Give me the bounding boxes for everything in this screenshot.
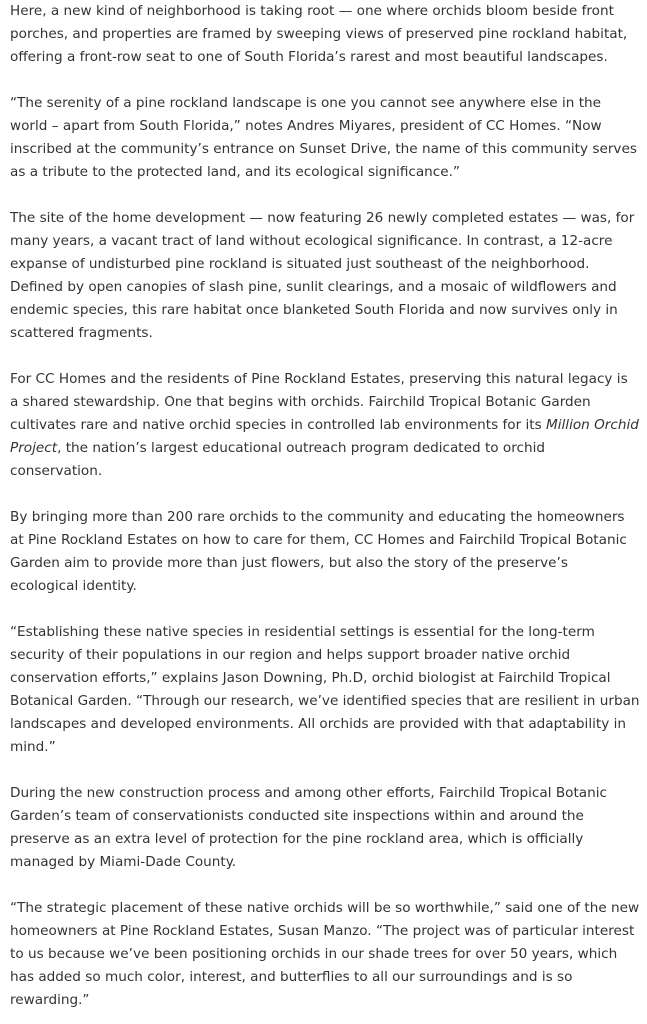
stewardship-text-end: , the nation’s largest educational outreach program dedicated to orchid conservation. — [10, 440, 546, 479]
paragraph-miyares-quote: “The serenity of a pine rockland landscape is one you cannot see anywhere else in the world – apart from South Florida,” notes Andres Miyares, president of CC Homes. “Now inscribed at the community’s entrance on Sunset Drive, the name of this community serves as a tribute to the protected land, and its ecological significance.” — [10, 95, 637, 180]
paragraph-downing-quote: “Establishing these native species in residential settings is essential for the long-term security of their populations in our region and helps support broader native orchid conservation efforts,” explains Jason Downing, Ph.D, orchid biologist at Fairchild Tropical Botanical Garden. “Through our research, we’ve identified species that are resilient in urban landscapes and developed environments. All orchids are provided with that adaptability in mind.” — [10, 624, 640, 755]
paragraph-neighborhood-intro: Here, a new kind of neighborhood is taking root — one where orchids bloom beside front porches, and properties are framed by sweeping views of preserved pine rockland habitat, offering a front-row seat to one of South Florida’s rarest and most beautiful landscapes. — [10, 3, 628, 65]
stewardship-text-start: For CC Homes and the residents of Pine Rockland Estates, preserving this natural legacy is a shared stewardship. One that begins with orchids. Fairchild Tropical Botanic Garden cultivates rare and native orchid species in controlled lab environments for its — [10, 371, 628, 433]
paragraph-construction-process: During the new construction process and among other efforts, Fairchild Tropical Botanic Garden’s team of conservationists conducted site inspections within and around the preserve as an extra level of protection for the pine rockland area, which is officially managed by Miami-Dade County. — [10, 785, 608, 870]
article-body — [10, 0, 640, 1012]
million-orchid-project-title: Million Orchid Project — [10, 417, 639, 456]
paragraph-site-history: The site of the home development — now featuring 26 newly completed estates — was, for many years, a vacant tract of land without ecological significance. In contrast, a 12-acre expanse of undisturbed pine rockland is situated just southeast of the neighborhood. Defined by open canopies of slash pine, sunlit clearings, and a mosaic of wildflowers and endemic species, this rare habitat once blanketed South Florida and now survives only in scattered fragments. — [10, 210, 635, 341]
paragraph-orchid-distribution: By bringing more than 200 rare orchids to the community and educating the homeowners at Pine Rockland Estates on how to care for them, CC Homes and Fairchild Tropical Botanic Garden aim to provide more than just flowers, but also the story of the preserve’s ecological identity. — [10, 509, 627, 594]
paragraph-stewardship — [10, 368, 640, 483]
paragraph-manzo-quote: “The strategic placement of these native orchids will be so worthwhile,” said one of the new homeowners at Pine Rockland Estates, Susan Manzo. “The project was of particular interest to us because we’ve been positioning orchids in our shade trees for over 50 years, which has added so much color, interest, and butterflies to all our surroundings and is so rewarding.” — [10, 900, 640, 1008]
